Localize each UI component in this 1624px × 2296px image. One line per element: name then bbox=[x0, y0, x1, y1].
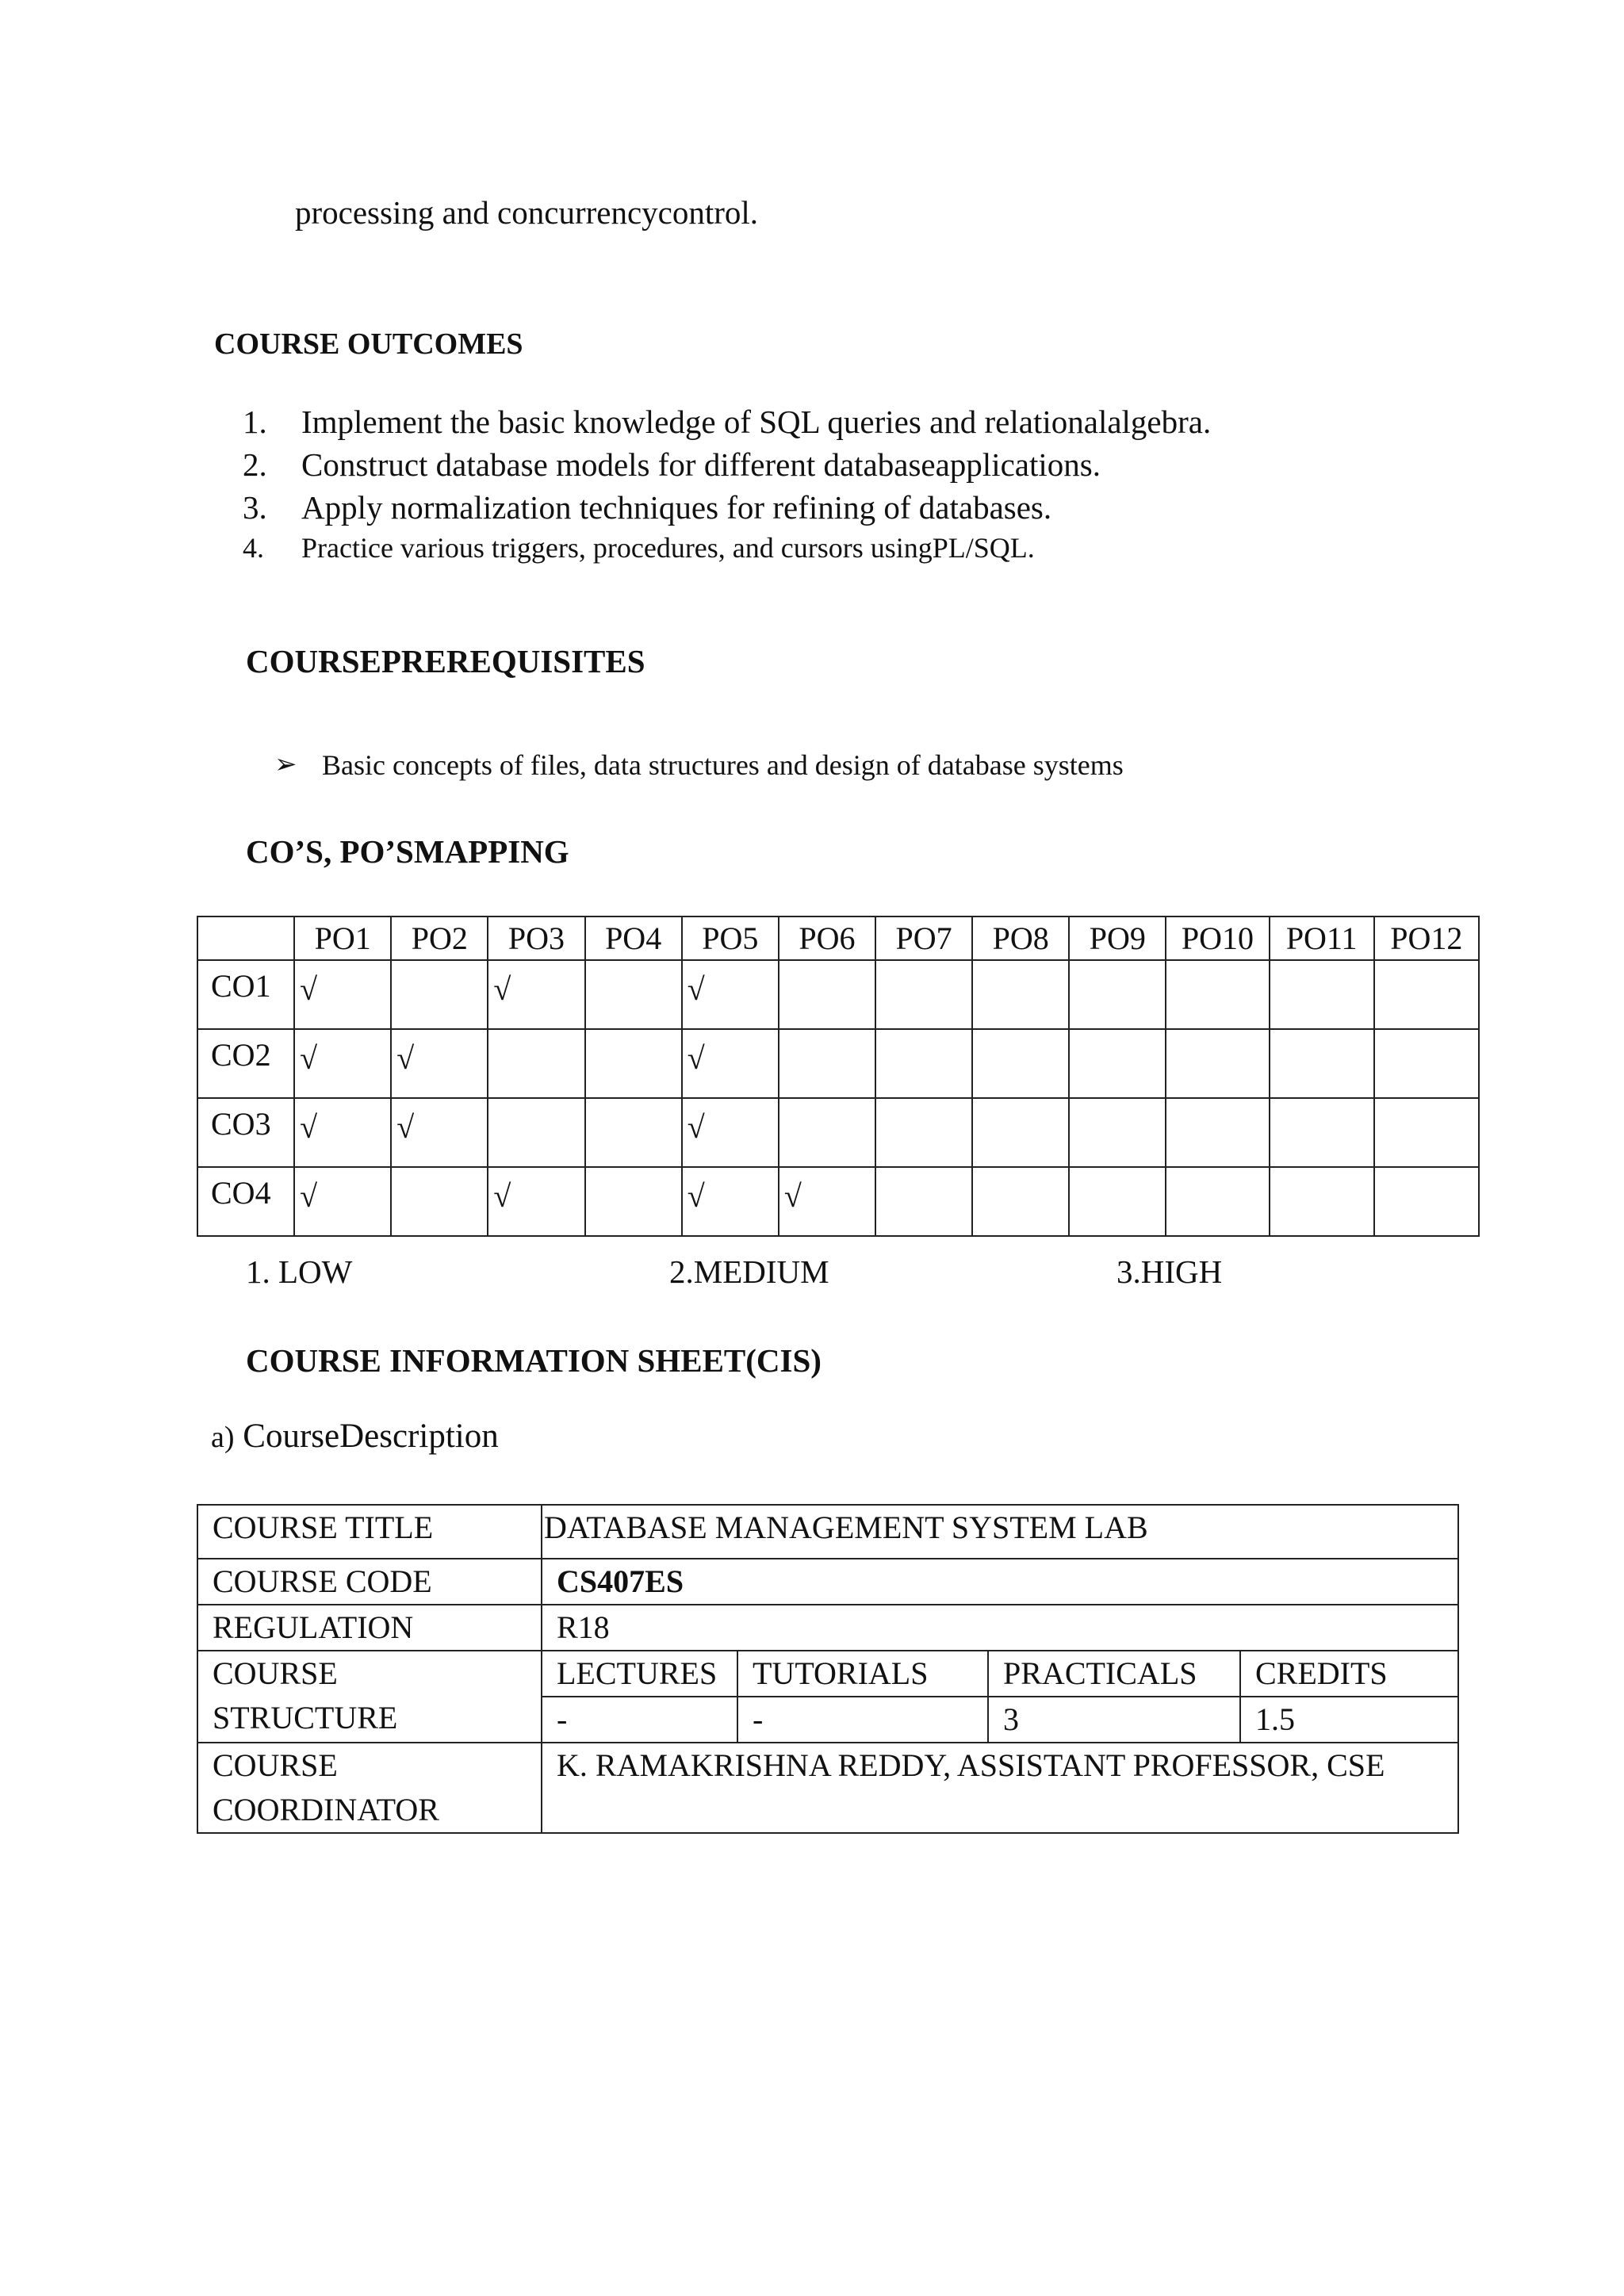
mapping-cell bbox=[585, 960, 682, 1029]
regulation-value: R18 bbox=[542, 1605, 1458, 1651]
table-row bbox=[197, 1743, 1458, 1833]
coordinator-label-line: COORDINATOR bbox=[213, 1792, 439, 1827]
mapping-cell bbox=[875, 1098, 972, 1167]
structure-value: - bbox=[557, 1701, 568, 1737]
mapping-cell: √ bbox=[391, 1029, 488, 1098]
table-row bbox=[197, 960, 1479, 1029]
mapping-cell bbox=[488, 1098, 584, 1167]
mapping-cell: √ bbox=[682, 960, 779, 1029]
course-structure-table bbox=[542, 1651, 1457, 1742]
structure-label-line: STRUCTURE bbox=[213, 1700, 398, 1735]
co-po-mapping-table bbox=[197, 916, 1480, 1237]
co-label: CO2 bbox=[197, 1029, 294, 1098]
column-header: PO11 bbox=[1270, 916, 1374, 960]
mapping-cell bbox=[391, 960, 488, 1029]
mapping-cell: √ bbox=[682, 1167, 779, 1236]
level-low: 1. LOW bbox=[246, 1253, 353, 1290]
mapping-cell bbox=[779, 1098, 875, 1167]
structure-header: TUTORIALS bbox=[737, 1651, 988, 1697]
mapping-cell bbox=[1374, 960, 1479, 1029]
structure-value: 3 bbox=[988, 1697, 1240, 1742]
mapping-cell bbox=[1069, 1167, 1166, 1236]
mapping-cell bbox=[875, 1029, 972, 1098]
mapping-heading: CO’S, PO’SMAPPING bbox=[246, 833, 569, 870]
outcome-text: Construct database models for different databaseapplications. bbox=[301, 446, 1101, 483]
column-header: PO4 bbox=[585, 916, 682, 960]
column-header: PO9 bbox=[1069, 916, 1166, 960]
structure-value: 1.5 bbox=[1240, 1697, 1457, 1742]
mapping-cell bbox=[972, 1098, 1069, 1167]
course-description-subheading bbox=[211, 1417, 499, 1456]
outcome-text: Implement the basic knowledge of SQL queries and relationalalgebra. bbox=[301, 404, 1212, 440]
mapping-cell: √ bbox=[294, 1029, 391, 1098]
mapping-cell bbox=[1374, 1167, 1479, 1236]
row-label: COURSE TITLE bbox=[197, 1505, 542, 1559]
co-label: CO4 bbox=[197, 1167, 294, 1236]
mapping-cell: √ bbox=[488, 960, 584, 1029]
structure-header: LECTURES bbox=[542, 1651, 737, 1697]
mapping-cell bbox=[1270, 1029, 1374, 1098]
outcome-number: 3. bbox=[243, 489, 267, 526]
row-label: COURSE CODE bbox=[197, 1559, 542, 1605]
mapping-cell bbox=[1069, 1098, 1166, 1167]
course-outcomes-heading: COURSE OUTCOMES bbox=[214, 327, 523, 361]
mapping-cell bbox=[1374, 1098, 1479, 1167]
row-label bbox=[197, 1651, 542, 1743]
co-label: CO1 bbox=[197, 960, 294, 1029]
structure-header: CREDITS bbox=[1240, 1651, 1457, 1697]
mapping-cell bbox=[972, 1029, 1069, 1098]
column-header: PO6 bbox=[779, 916, 875, 960]
structure-value: - bbox=[737, 1697, 988, 1742]
column-header: PO3 bbox=[488, 916, 584, 960]
structure-value-row bbox=[542, 1697, 1457, 1742]
column-header: PO8 bbox=[972, 916, 1069, 960]
structure-label-line: COURSE bbox=[213, 1655, 338, 1691]
mapping-cell bbox=[391, 1167, 488, 1236]
table-row bbox=[197, 1098, 1479, 1167]
mapping-cell: √ bbox=[488, 1167, 584, 1236]
course-structure-cell bbox=[542, 1651, 1458, 1743]
coordinator-value: K. RAMAKRISHNA REDDY, ASSISTANT PROFESSOR, CSE bbox=[542, 1743, 1458, 1833]
mapping-cell bbox=[972, 960, 1069, 1029]
outcome-number: 4. bbox=[243, 532, 264, 564]
mapping-cell bbox=[1166, 960, 1269, 1029]
table-row bbox=[197, 1605, 1458, 1651]
structure-header-row bbox=[542, 1651, 1457, 1697]
outcome-number: 2. bbox=[243, 446, 267, 483]
mapping-cell bbox=[875, 960, 972, 1029]
table-row bbox=[197, 1651, 1458, 1743]
column-header: PO7 bbox=[875, 916, 972, 960]
mapping-cell bbox=[488, 1029, 584, 1098]
corner-cell bbox=[197, 916, 294, 960]
course-code-value: CS407ES bbox=[542, 1559, 1458, 1605]
level-high: 3.HIGH bbox=[1116, 1253, 1223, 1290]
structure-header: PRACTICALS bbox=[988, 1651, 1240, 1697]
subheading-title: CourseDescription bbox=[243, 1418, 499, 1455]
table-row bbox=[197, 1505, 1458, 1559]
mapping-cell bbox=[1069, 960, 1166, 1029]
row-label bbox=[197, 1743, 542, 1833]
row-label: REGULATION bbox=[197, 1605, 542, 1651]
column-header: PO2 bbox=[391, 916, 488, 960]
mapping-cell: √ bbox=[779, 1167, 875, 1236]
mapping-cell bbox=[585, 1167, 682, 1236]
cis-heading: COURSE INFORMATION SHEET(CIS) bbox=[246, 1342, 822, 1379]
subheading-letter: a) bbox=[211, 1421, 235, 1454]
outcome-text: Practice various triggers, procedures, and cursors usingPL/SQL. bbox=[301, 532, 1035, 564]
column-header: PO12 bbox=[1374, 916, 1479, 960]
table-row bbox=[197, 1559, 1458, 1605]
mapping-cell bbox=[585, 1098, 682, 1167]
arrow-bullet-icon: ➢ bbox=[274, 750, 297, 779]
column-header: PO5 bbox=[682, 916, 779, 960]
prerequisite-item: Basic concepts of files, data structures and design of database systems bbox=[322, 749, 1124, 781]
course-description-table bbox=[197, 1504, 1459, 1834]
table-row bbox=[197, 1167, 1479, 1236]
mapping-cell: √ bbox=[682, 1098, 779, 1167]
mapping-cell bbox=[1270, 1167, 1374, 1236]
mapping-cell bbox=[1166, 1167, 1269, 1236]
mapping-cell bbox=[972, 1167, 1069, 1236]
outcome-number: 1. bbox=[243, 404, 267, 440]
outcome-text: Apply normalization techniques for refining of databases. bbox=[301, 489, 1052, 526]
mapping-cell bbox=[779, 1029, 875, 1098]
co-label: CO3 bbox=[197, 1098, 294, 1167]
mapping-cell bbox=[875, 1167, 972, 1236]
table-row bbox=[197, 1029, 1479, 1098]
intro-line: processing and concurrencycontrol. bbox=[295, 194, 759, 231]
mapping-cell: √ bbox=[294, 1167, 391, 1236]
mapping-cell: √ bbox=[294, 960, 391, 1029]
level-medium: 2.MEDIUM bbox=[669, 1253, 829, 1290]
coordinator-label-line: COURSE bbox=[213, 1747, 338, 1783]
course-title-value: DATABASE MANAGEMENT SYSTEM LAB bbox=[542, 1505, 1458, 1559]
mapping-cell bbox=[1166, 1098, 1269, 1167]
mapping-cell bbox=[1374, 1029, 1479, 1098]
prerequisites-heading: COURSEPREREQUISITES bbox=[246, 643, 645, 679]
mapping-cell bbox=[585, 1029, 682, 1098]
mapping-cell bbox=[1270, 960, 1374, 1029]
mapping-cell bbox=[1166, 1029, 1269, 1098]
column-header: PO10 bbox=[1166, 916, 1269, 960]
mapping-cell: √ bbox=[294, 1098, 391, 1167]
mapping-cell: √ bbox=[682, 1029, 779, 1098]
mapping-cell bbox=[779, 960, 875, 1029]
mapping-cell bbox=[1069, 1029, 1166, 1098]
mapping-cell bbox=[1270, 1098, 1374, 1167]
mapping-cell: √ bbox=[391, 1098, 488, 1167]
table-header-row bbox=[197, 916, 1479, 960]
column-header: PO1 bbox=[294, 916, 391, 960]
